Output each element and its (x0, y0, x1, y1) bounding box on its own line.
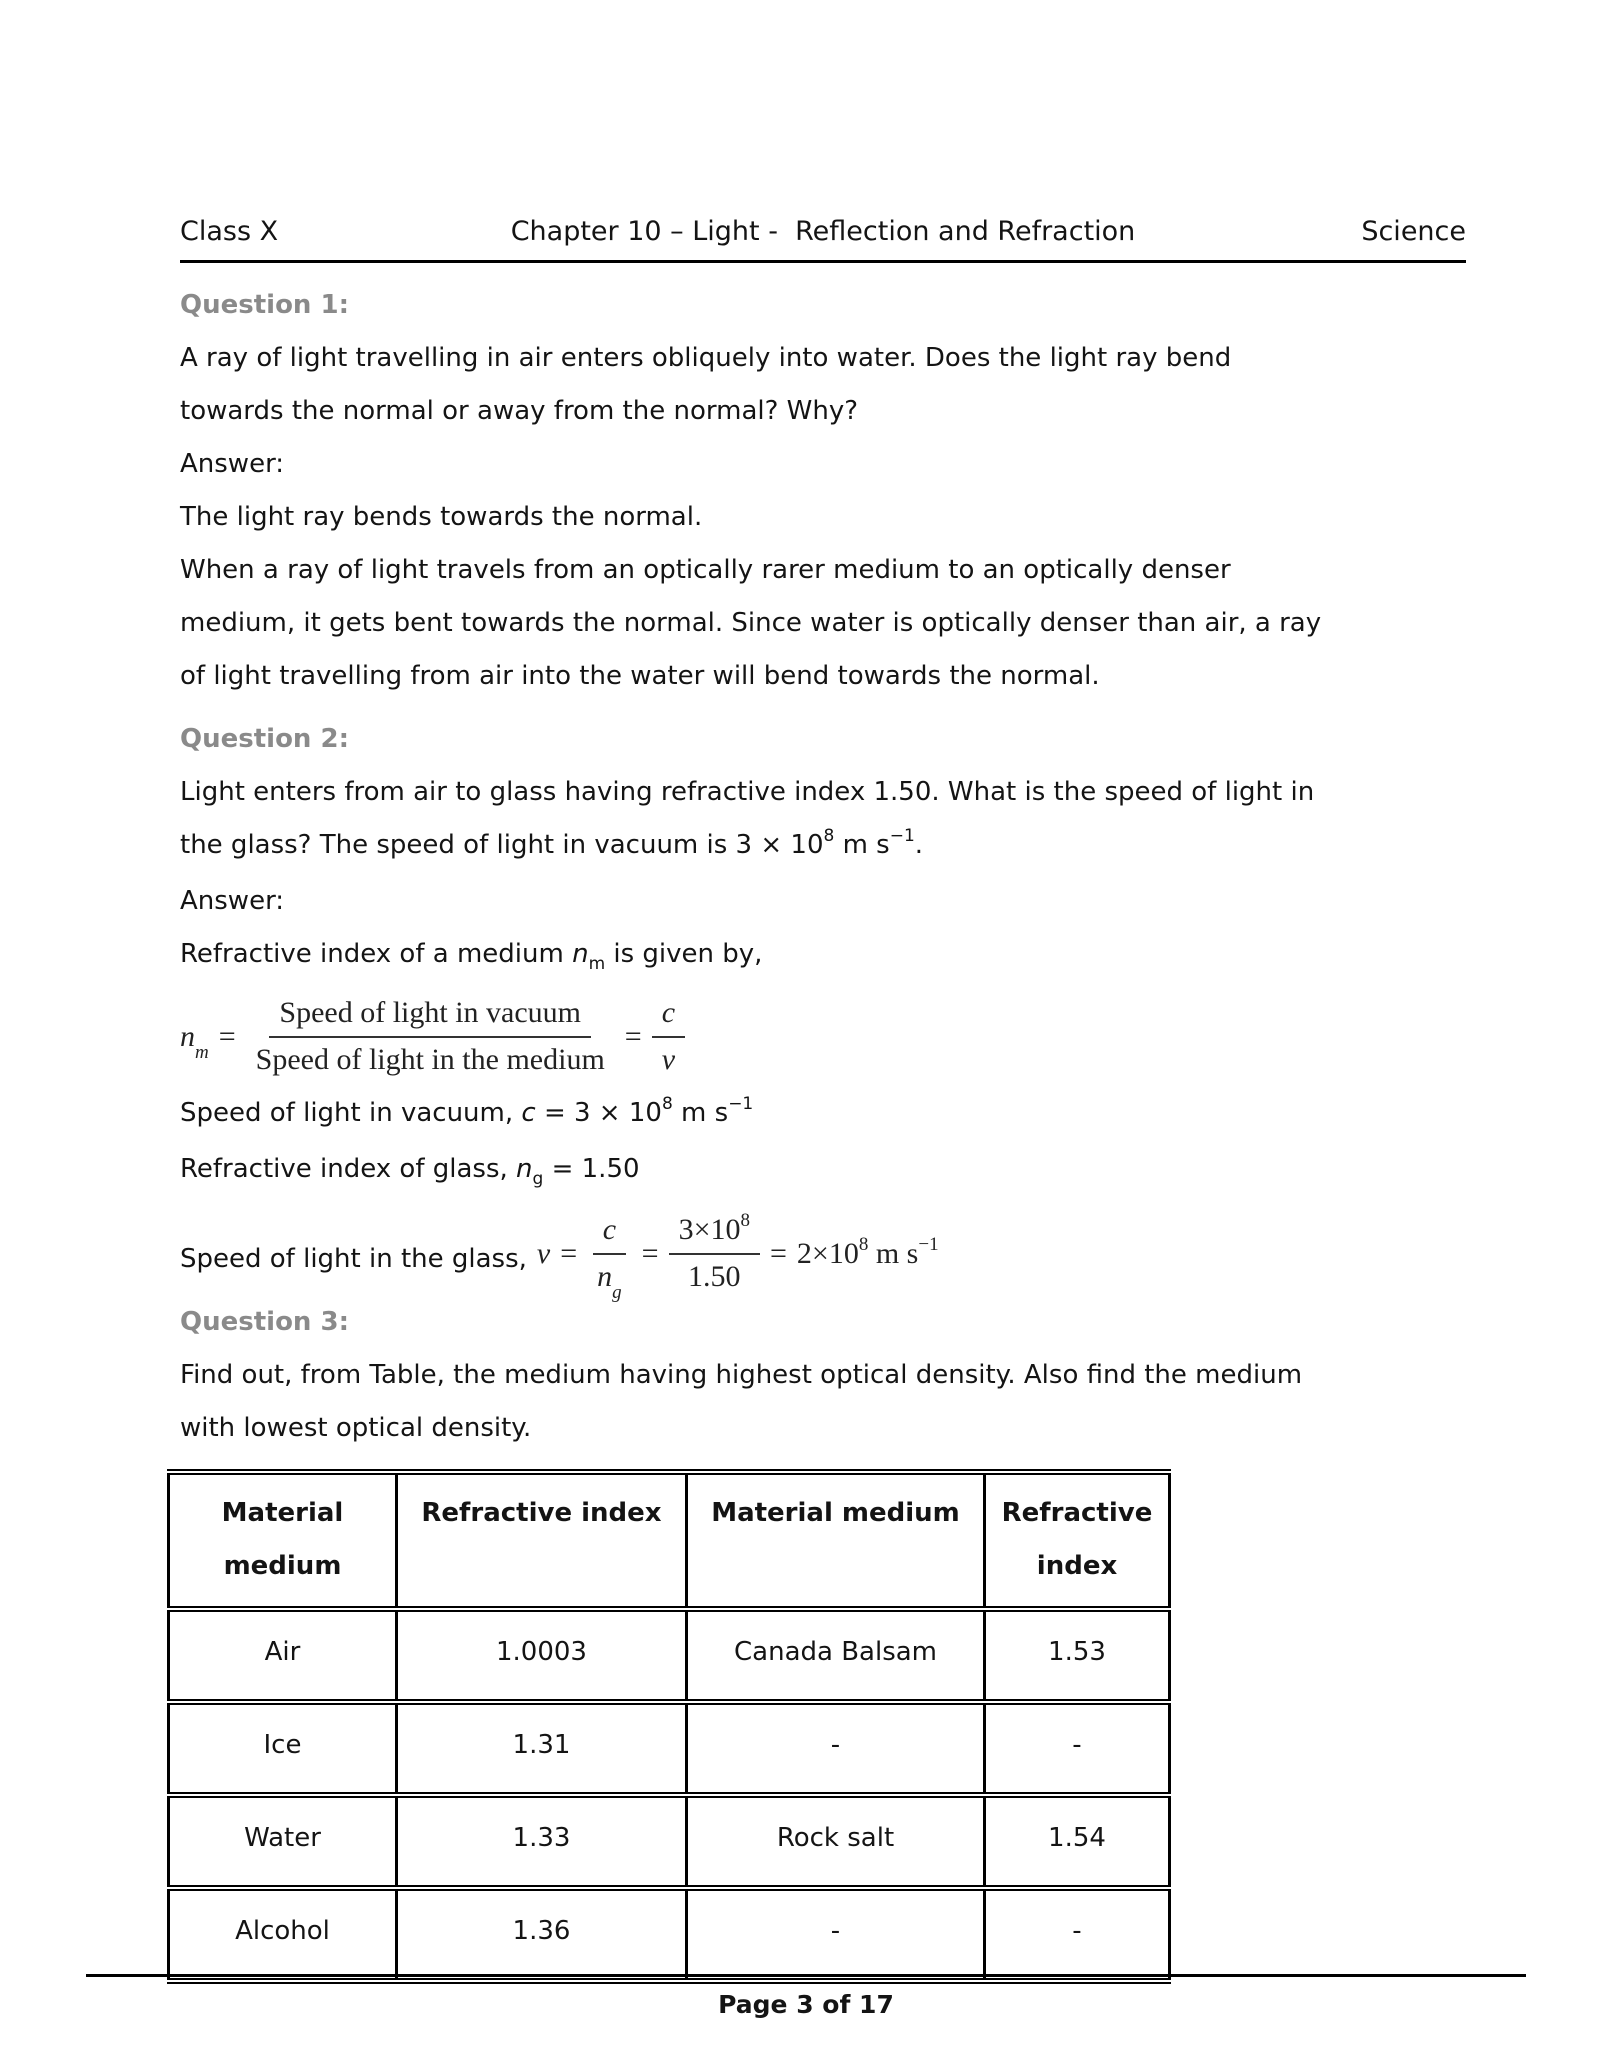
question-3-text-line2: with lowest optical density. (180, 1413, 532, 1443)
q2-line2-end: . (914, 830, 924, 860)
f1-equals-2: = (624, 1019, 642, 1053)
table-header-material-2: Material medium (687, 1472, 985, 1609)
f2-den-sub-g: g (612, 1281, 622, 1303)
answer-2-intro (180, 928, 1466, 984)
table-cell: - (985, 1702, 1170, 1795)
f2-result (796, 1233, 939, 1271)
header-chapter: Chapter 10 – Light - Reflection and Refraction (510, 216, 1136, 247)
answer-label-1: Answer: (180, 449, 285, 479)
refractive-glass-line (180, 1143, 1466, 1199)
f2-num-exponent: 8 (740, 1210, 750, 1231)
f2-result-mantissa: 2×10 (796, 1236, 859, 1270)
question-3-heading: Question 3: (180, 1307, 349, 1337)
header-class: Class X (180, 216, 279, 247)
table-header-index-2: Refractive index (985, 1472, 1170, 1609)
question-1-text-line1: A ray of light travelling in air enters obliquely into water. Does the light ray bend (180, 343, 1232, 373)
table-cell: Air (169, 1609, 397, 1702)
f1-word-fraction (246, 996, 615, 1077)
answer-1-para-line1: When a ray of light travels from an optically rarer medium to an optically denser (180, 555, 1231, 585)
question-2-heading: Question 2: (180, 724, 349, 754)
page-content (180, 216, 1466, 1984)
f2-den-n: n (597, 1259, 613, 1293)
f1-equals-1: = (218, 1019, 236, 1053)
f1-cv-fraction (652, 996, 685, 1077)
f1-lhs-variable: n (180, 1019, 195, 1053)
vacuum-unit-exponent: −1 (728, 1094, 754, 1114)
formula-1-block (180, 996, 1466, 1077)
answer-label-2: Answer: (180, 886, 285, 916)
q2-line2-exp: 8 (823, 826, 835, 846)
q2-line2-mid: m s (834, 830, 890, 860)
f2-num-mantissa: 3×10 (678, 1213, 741, 1246)
f1-lhs-subscript: m (195, 1041, 209, 1063)
f1-numerator-text: Speed of light in vacuum (269, 996, 591, 1038)
table-cell: Canada Balsam (687, 1609, 985, 1702)
table-cell: Alcohol (169, 1888, 397, 1981)
f2-result-unit: m s (868, 1236, 919, 1270)
medium-line-post: is given by, (605, 939, 763, 969)
q2-line2-exp2: −1 (889, 826, 915, 846)
f2-denominator-150: 1.50 (688, 1259, 741, 1293)
table-cell: Ice (169, 1702, 397, 1795)
table-cell: 1.31 (397, 1702, 687, 1795)
question-1-text-line2: towards the normal or away from the normal? Why? (180, 396, 859, 426)
f2-numerator-3e8 (669, 1210, 760, 1255)
f2-equals-1: = (560, 1236, 578, 1270)
f2-equals-3: = (770, 1236, 787, 1270)
page-header (180, 216, 1466, 263)
answer-1-para-line2: medium, it gets bent towards the normal. Since water is optically denser than air, a ray (180, 608, 1322, 638)
table-header-material-1: Material medium (169, 1472, 397, 1609)
glass-variable-n: n (516, 1154, 533, 1184)
f2-result-unit-exponent: −1 (918, 1233, 939, 1255)
f2-denominator-ng (587, 1255, 632, 1303)
glass-line-pre: Refractive index of glass, (180, 1154, 517, 1184)
footer-divider (86, 1974, 1526, 1977)
vacuum-unit: m s (672, 1098, 729, 1128)
table-cell: - (687, 1888, 985, 1981)
speed-vacuum-line (180, 1087, 1466, 1143)
f2-equals-2: = (641, 1236, 659, 1270)
vacuum-line-pre: Speed of light in vacuum, (180, 1098, 522, 1128)
formula-2-block (180, 1205, 1466, 1303)
table-cell: 1.0003 (397, 1609, 687, 1702)
vacuum-variable-c: c (521, 1098, 536, 1128)
table-cell: - (687, 1702, 985, 1795)
answer-1-para-line3: of light travelling from air into the water will bend towards the normal. (180, 661, 1100, 691)
table-cell: Rock salt (687, 1795, 985, 1888)
f1-denominator-text: Speed of light in the medium (255, 1042, 605, 1076)
table-row (169, 1795, 1170, 1888)
medium-subscript: m (588, 954, 606, 974)
refractive-index-table (167, 1469, 1171, 1984)
f1-v-denominator: v (661, 1042, 676, 1076)
f2-lhs-variable-v: v (536, 1236, 551, 1270)
refractive-index-formula (180, 996, 685, 1077)
table-cell: 1.33 (397, 1795, 687, 1888)
page-number: Page 3 of 17 (718, 1990, 894, 2019)
table-row (169, 1702, 1170, 1795)
table-cell: Water (169, 1795, 397, 1888)
medium-variable: n (572, 939, 589, 969)
medium-line-pre: Refractive index of a medium (180, 939, 573, 969)
question-2-text-line2 (180, 819, 1466, 875)
table-row (169, 1609, 1170, 1702)
speed-glass-formula (536, 1210, 939, 1303)
glass-line-value: = 1.50 (543, 1154, 640, 1184)
table-header-index-1: Refractive index (397, 1472, 687, 1609)
question-3-text-line1: Find out, from Table, the medium having highest optical density. Also find the medium (180, 1360, 1303, 1390)
glass-subscript-g: g (532, 1169, 544, 1189)
speed-glass-intro: Speed of light in the glass, (180, 1244, 527, 1274)
q2-line2-pre: the glass? The speed of light in vacuum is 3 × 10 (180, 830, 824, 860)
vacuum-exponent: 8 (661, 1094, 673, 1114)
question-1-heading: Question 1: (180, 290, 349, 320)
table-row (169, 1888, 1170, 1981)
f2-c-over-ng (587, 1213, 632, 1303)
f2-result-exponent: 8 (858, 1233, 869, 1255)
header-subject: Science (1361, 216, 1466, 247)
f1-c-numerator: c (652, 996, 685, 1038)
table-header-row (169, 1472, 1170, 1609)
f2-numerator-c: c (593, 1213, 626, 1255)
question-2-text-line1: Light enters from air to glass having refractive index 1.50. What is the speed of light in (180, 777, 1315, 807)
f2-number-fraction (669, 1210, 760, 1294)
vacuum-line-mid: = 3 × 10 (535, 1098, 662, 1128)
table-cell: - (985, 1888, 1170, 1981)
table-cell: 1.53 (985, 1609, 1170, 1702)
table-cell: 1.36 (397, 1888, 687, 1981)
answer-1-line1: The light ray bends towards the normal. (180, 502, 703, 532)
table-cell: 1.54 (985, 1795, 1170, 1888)
